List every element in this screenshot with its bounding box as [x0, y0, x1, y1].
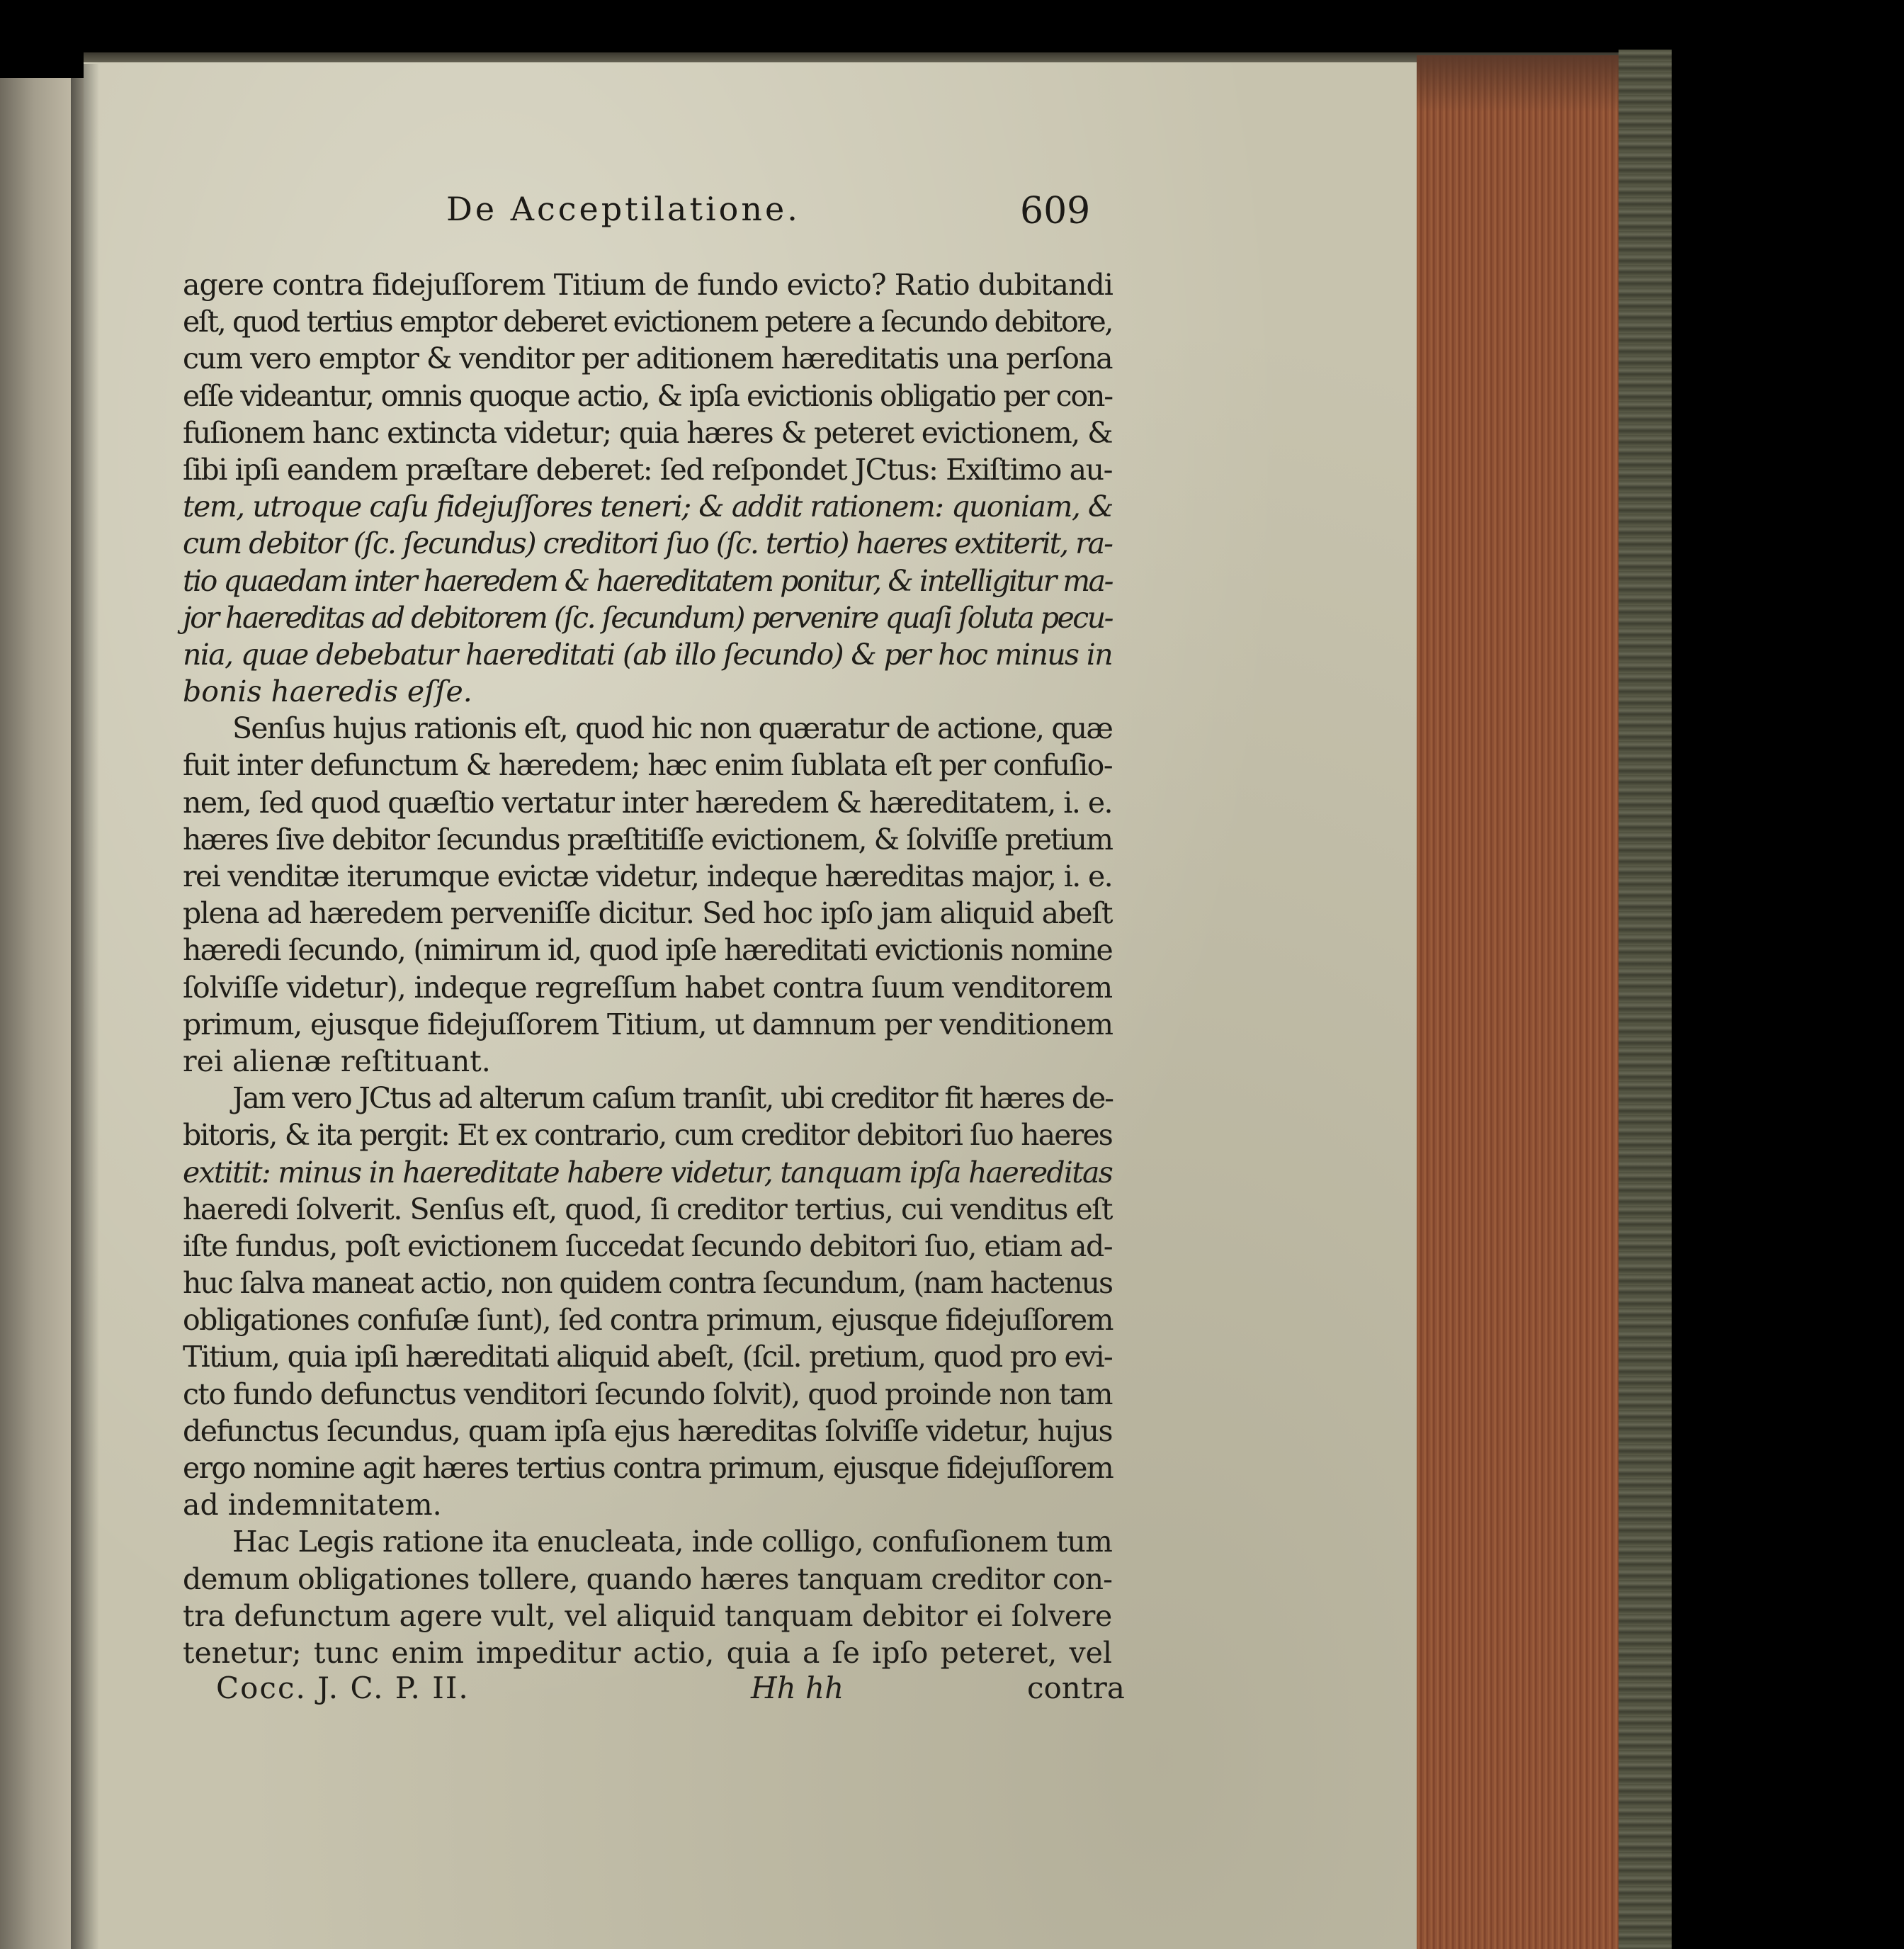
main-text [183, 266, 1112, 1671]
text-line: hæredi ſecundo, (nimirum id, quod ipſe hæreditati evictionis nomine [183, 933, 1112, 968]
fore-edge-shadow [1417, 55, 1622, 112]
text-line: hæres ſive debitor ſecundus præſtitiſſe evictionem, & ſolviſſe pretium [183, 822, 1112, 857]
book-cover-edge [1619, 50, 1672, 1949]
text-line: bonis haeredis eſſe. [183, 674, 472, 709]
signature-mark: Cocc. J. C. P. II. [216, 1671, 470, 1705]
text-line: rei venditæ iterumque evictæ videtur, indeque hæreditas major, i. e. [183, 859, 1112, 893]
text-line: agere contra fidejuſſorem Titium de fundo evicto? Ratio dubitandi [183, 268, 1113, 302]
text-line: cum vero emptor & venditor per aditionem hæreditatis una perſona [183, 341, 1112, 376]
text-line: demum obligationes tollere, quando hæres tanquam creditor con- [183, 1561, 1112, 1596]
text-line: haeredi ſolverit. Senſus eſt, quod, ſi creditor tertius, cui venditus eſt [183, 1192, 1112, 1226]
text-line: cto fundo defunctus venditori ſecundo ſolvit), quod proinde non tam [183, 1377, 1112, 1411]
text-line: tenetur; tunc enim impeditur actio, quia a ſe ipſo peteret, vel [183, 1635, 1112, 1670]
text-line: jor haereditas ad debitorem (ſc. ſecundum) pervenire quaſi ſoluta pecu- [183, 600, 1112, 635]
text-line: plena ad hæredem perveniſſe dicitur. Sed hoc ipſo jam aliquid abeſt [183, 896, 1112, 931]
text-line: ad indemnitatem. [183, 1488, 442, 1523]
text-line: ſolviſſe videtur), indeque regreſſum habet contra ſuum venditorem [183, 970, 1112, 1005]
text-line: ſibi ipſi eandem præſtare deberet: ſed reſpondet JCtus: Exiſtimo au- [183, 452, 1112, 487]
text-line: Senſus hujus rationis eſt, quod hic non quæratur de actione, quæ [232, 711, 1112, 746]
text-line: obligationes confuſæ ſunt), ſed contra primum, ejusque fidejuſſorem [183, 1303, 1113, 1338]
text-line: defunctus ſecundus, quam ipſa ejus hæreditas ſolviſſe videtur, hujus [183, 1413, 1113, 1448]
text-line: Hac Legis ratione ita enucleata, inde colligo, confuſionem tum [232, 1525, 1112, 1559]
text-line: iſte fundus, poſt evictionem ſuccedat ſecundo debitori ſuo, etiam ad- [183, 1228, 1112, 1263]
text-line: huc ſalva maneat actio, non quidem contra ſecundum, (nam hactenus [183, 1266, 1113, 1301]
text-line: Jam vero JCtus ad alterum caſum tranſit, ubi creditor fit hæres de- [232, 1081, 1113, 1116]
sheet-mark: Hh hh [751, 1671, 844, 1705]
book-fore-edge [1417, 55, 1622, 1949]
text-line: fuſionem hanc extincta videtur; quia hæres & peteret evictionem, & [183, 415, 1113, 450]
running-title: De Acceptilatione. [446, 190, 800, 228]
text-line: ergo nomine agit hæres tertius contra primum, ejusque fidejuſſorem [183, 1451, 1113, 1485]
page-number: 609 [1020, 190, 1091, 232]
text-line: rei alienæ reſtituant. [183, 1044, 491, 1078]
text-line: bitoris, & ita pergit: Et ex contrario, cum creditor debitori ſuo haeres [183, 1118, 1112, 1153]
text-line: primum, ejusque fidejuſſorem Titium, ut damnum per venditionem [183, 1007, 1113, 1041]
text-line: tem, utroque caſu fidejuſſores teneri; & addit rationem: quoniam, & [183, 490, 1113, 524]
text-line: cum debitor (ſc. ſecundus) creditori ſuo (ſc. tertio) haeres extiterit, ra- [183, 526, 1113, 561]
text-line: extitit: minus in haereditate habere videtur, tanquam ipſa haereditas [183, 1155, 1112, 1190]
text-line: eſſe videantur, omnis quoque actio, & ipſa evictionis obligatio per con- [183, 378, 1113, 413]
text-line: tio quaedam inter haeredem & haereditatem ponitur, & intelligitur ma- [183, 563, 1113, 598]
text-line: eſt, quod tertius emptor deberet evictionem petere a ſecundo debitore, [183, 305, 1112, 339]
catchword: contra [1027, 1671, 1125, 1705]
text-line: nia, quae debebatur haereditati (ab illo ſecundo) & per hoc minus in [183, 637, 1113, 672]
text-line: fuit inter defunctum & hæredem; hæc enim ſublata eſt per confuſio- [183, 748, 1112, 783]
text-line: tra defunctum agere vult, vel aliquid tanquam debitor ei ſolvere [183, 1598, 1113, 1633]
gutter-shadow [71, 64, 99, 1949]
text-line: Titium, quia ipſi hæreditati aliquid abeſt, (ſcil. pretium, quod pro evi- [183, 1340, 1112, 1374]
text-line: nem, ſed quod quæſtio vertatur inter hæredem & hæreditatem, i. e. [183, 785, 1113, 820]
